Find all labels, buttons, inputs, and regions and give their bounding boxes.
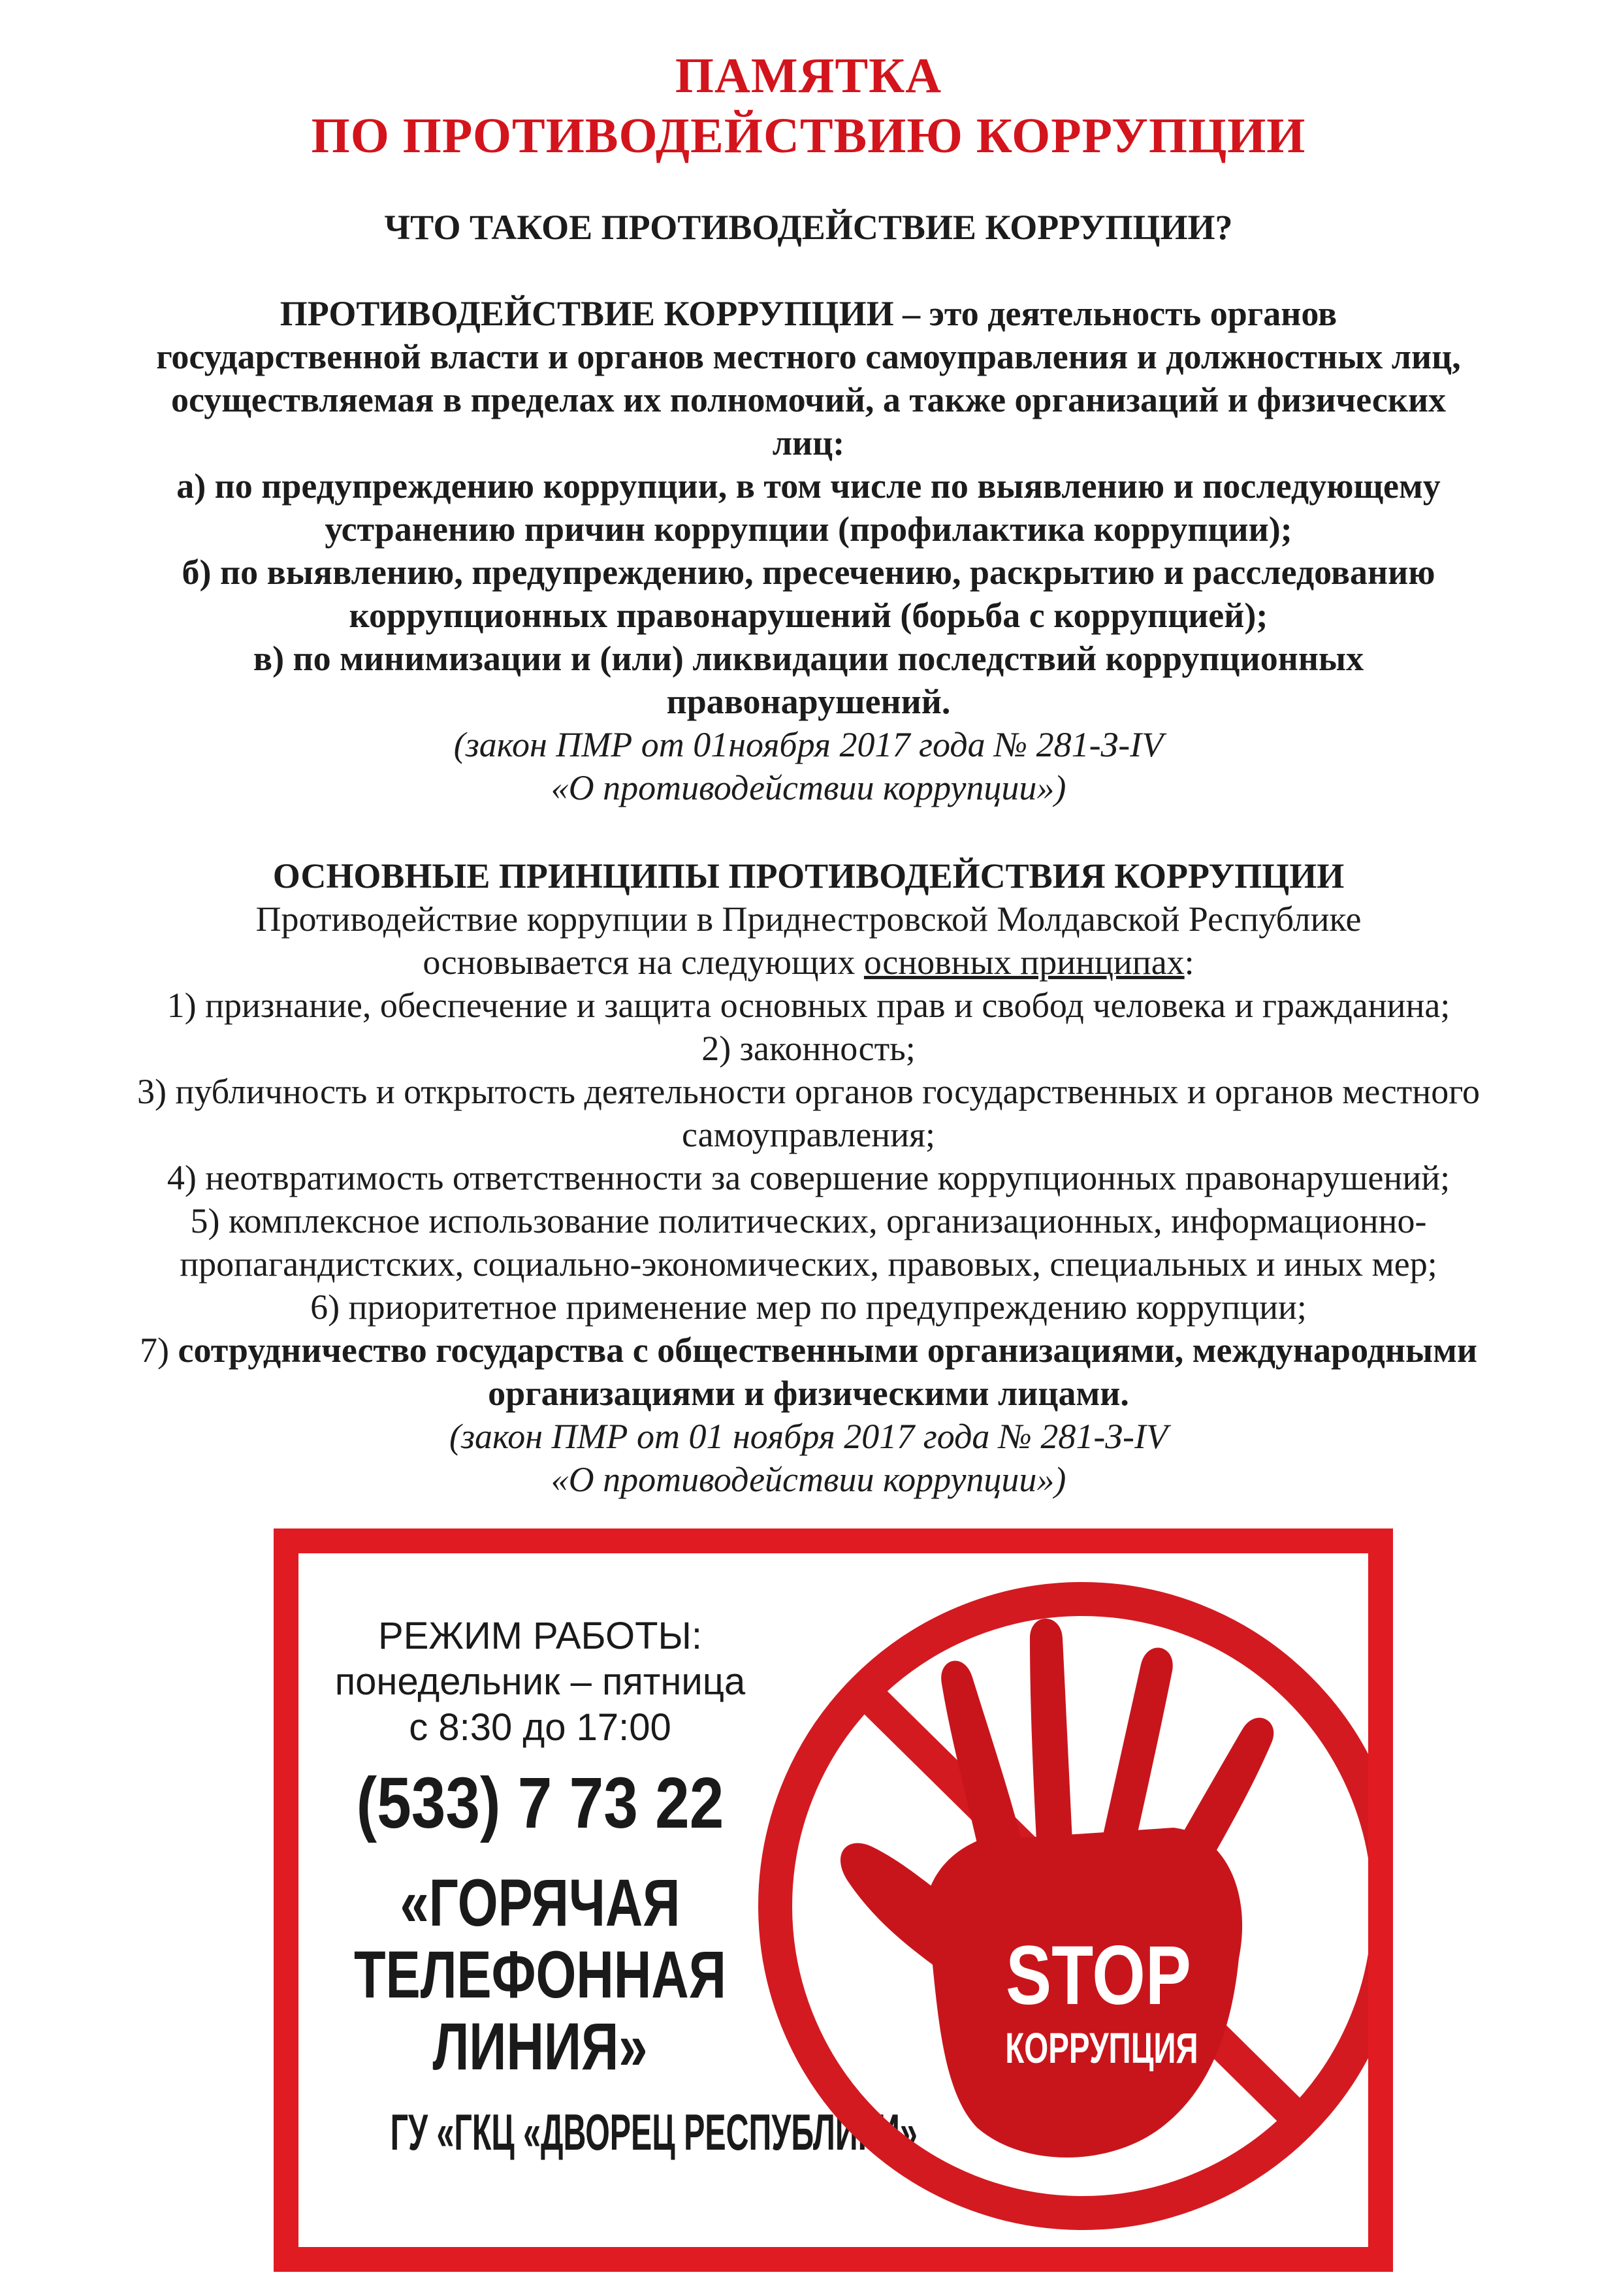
hotline-title — [351, 1867, 728, 2082]
section-2-heading: ОСНОВНЫЕ ПРИНЦИПЫ ПРОТИВОДЕЙСТВИЯ КОРРУПЦИИ — [272, 856, 1345, 896]
principles-intro-line-2 — [39, 941, 1578, 984]
principle-7-bold-text: сотрудничество государства с общественными организациями, международными — [178, 1331, 1477, 1370]
title-line-1: ПАМЯТКА — [675, 48, 942, 103]
principles-intro-line-1: Противодействие коррупции в Приднестровской Молдавской Республике — [255, 899, 1362, 939]
section-1-heading: ЧТО ТАКОЕ ПРОТИВОДЕЙСТВИЕ КОРРУПЦИИ? — [384, 208, 1233, 247]
principle-line: самоуправления; — [682, 1115, 935, 1154]
principle-line: пропагандистских, социально-экономических, правовых, специальных и иных мер; — [180, 1244, 1437, 1284]
definition-block — [78, 292, 1539, 809]
law-reference-line-2: «О противодействии коррупции») — [551, 1460, 1066, 1499]
hotline-banner — [274, 1528, 1393, 2272]
definition-line: а) по предупреждению коррупции, в том числе по выявлению и последующему — [176, 466, 1441, 506]
stop-subtitle: КОРРУПЦИЯ — [1005, 2024, 1198, 2073]
hotline-title-line-2: ТЕЛЕФОННАЯ — [354, 1937, 726, 2012]
stop-word: STOP — [1006, 1928, 1191, 2022]
definition-line: б) по выявлению, предупреждению, пресечению, раскрытию и расследованию — [182, 553, 1435, 592]
definition-line: ПРОТИВОДЕЙСТВИЕ КОРРУПЦИИ – это деятельность органов — [280, 294, 1337, 333]
principle-line: 3) публичность и открытость деятельности органов государственных и органов местного — [136, 1072, 1480, 1111]
principle-7-line-1 — [39, 1329, 1578, 1372]
organization-name: ГУ «ГКЦ «ДВОРЕЦ РЕСПУБЛИКИ» — [390, 2103, 918, 2161]
principle-line: 2) законность; — [701, 1029, 916, 1068]
definition-line: правонарушений. — [666, 682, 951, 721]
hotline-phone-number: (533) 7 73 22 — [356, 1763, 724, 1843]
law-reference-line-1: (закон ПМР от 01ноября 2017 года № 281-З-IV — [453, 725, 1164, 764]
definition-line: лиц: — [772, 423, 845, 462]
law-reference-line-1: (закон ПМР от 01 ноября 2017 года № 281-З-IV — [449, 1417, 1168, 1456]
hotline-banner-inner — [298, 1553, 1368, 2247]
title-line-2: ПО ПРОТИВОДЕЙСТВИЮ КОРРУПЦИИ — [311, 108, 1306, 163]
principle-7-line-2: организациями и физическими лицами. — [488, 1374, 1129, 1413]
principle-7-prefix: 7) — [140, 1331, 178, 1370]
intro-colon: : — [1184, 943, 1194, 982]
intro-text: основывается на следующих — [423, 943, 864, 982]
principle-line: 6) приоритетное применение мер по предупреждению коррупции; — [310, 1287, 1307, 1327]
working-hours-title: РЕЖИМ РАБОТЫ: — [378, 1615, 702, 1657]
working-time: с 8:30 до 17:00 — [409, 1706, 671, 1749]
hotline-title-line-1: «ГОРЯЧАЯ — [400, 1866, 680, 1940]
law-reference-line-2: «О противодействии коррупции») — [551, 768, 1066, 807]
principle-line: 1) признание, обеспечение и защита основных прав и свобод человека и гражданина; — [167, 986, 1450, 1025]
definition-line: осуществляемая в пределах их полномочий, а также организаций и физических — [170, 380, 1447, 419]
hand-icon — [841, 1619, 1273, 2158]
definition-line: государственной власти и органов местного самоуправления и должностных лиц, — [156, 337, 1461, 376]
document-title — [0, 46, 1617, 166]
definition-line: коррупционных правонарушений (борьба с коррупцией); — [349, 596, 1268, 635]
definition-line: в) по минимизации и (или) ликвидации последствий коррупционных — [253, 639, 1364, 678]
intro-underlined-text: основных принципах — [863, 943, 1185, 982]
stop-corruption-graphic — [716, 1553, 1368, 2247]
definition-line: устранению причин коррупции (профилактика коррупции); — [325, 509, 1292, 549]
working-days: понедельник – пятница — [334, 1660, 746, 1703]
principle-line: 4) неотвратимость ответственности за совершение коррупционных правонарушений; — [167, 1158, 1450, 1197]
principles-block — [39, 854, 1578, 1501]
hotline-title-line-3: ЛИНИЯ» — [432, 2009, 648, 2084]
principle-line: 5) комплексное использование политических, организационных, информационно- — [190, 1201, 1427, 1240]
